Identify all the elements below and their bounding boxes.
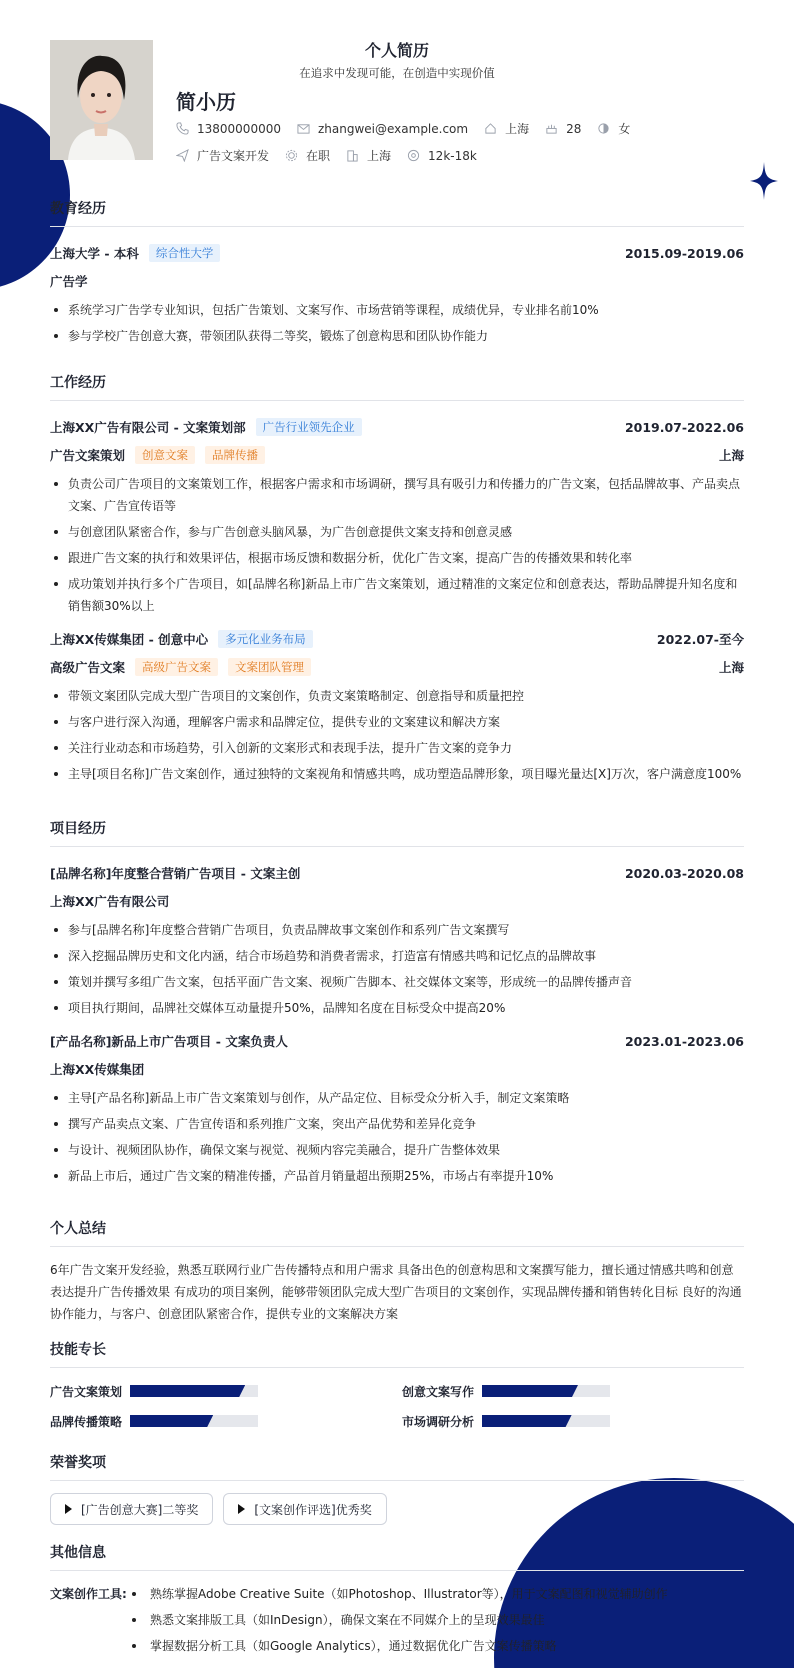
project-entry-head bbox=[50, 1029, 744, 1053]
list-item: 熟练掌握Adobe Creative Suite（如Photoshop、Illustrator等），用于文案配图和视觉辅助创作 bbox=[128, 1583, 668, 1605]
role-tag: 文案团队管理 bbox=[228, 658, 311, 676]
skills-section bbox=[50, 1339, 744, 1430]
phone-text: 13800000000 bbox=[197, 121, 281, 136]
major-head bbox=[50, 269, 744, 293]
role-name: 广告文案策划 bbox=[50, 448, 126, 463]
status-item bbox=[285, 147, 330, 164]
email-text: zhangwei@example.com bbox=[317, 121, 469, 136]
other-tools bbox=[50, 1583, 744, 1657]
list-item: 主导[产品名称]新品上市广告文案策划与创作，从产品定位、目标受众分析入手，制定文案策略 bbox=[50, 1087, 744, 1109]
list-item: 熟悉文案排版工具（如InDesign），确保文案在不同媒介上的呈现效果最佳 bbox=[128, 1609, 668, 1631]
skill-bar bbox=[130, 1385, 258, 1397]
expected-city-item bbox=[346, 147, 391, 164]
skill-bar-fill bbox=[482, 1385, 578, 1397]
list-item: 负责公司广告项目的文案策划工作，根据客户需求和市场调研，撰写具有吸引力和传播力的广告文案，包括品牌故事、产品卖点文案、广告宣传语等 bbox=[50, 473, 744, 517]
list-item: 系统学习广告学专业知识，包括广告策划、文案写作、市场营销等课程，成绩优异，专业排名前10% bbox=[50, 299, 744, 321]
gender-item bbox=[597, 120, 630, 137]
skill-bar-fill bbox=[130, 1415, 213, 1427]
education-entry-head bbox=[50, 241, 744, 265]
play-icon bbox=[238, 1504, 245, 1514]
job-bullets bbox=[50, 473, 744, 617]
skill-item bbox=[50, 1412, 402, 1430]
list-item: 新品上市后，通过广告文案的精准传播，产品首月销量超出预期25%，市场占有率提升10% bbox=[50, 1165, 744, 1187]
honors-title: 荣誉奖项 bbox=[50, 1452, 744, 1481]
phone-icon bbox=[176, 122, 189, 135]
role-head bbox=[50, 443, 744, 467]
list-item: 与创意团队紧密合作，参与广告创意头脑风暴，为广告创意提供文案支持和创意灵感 bbox=[50, 521, 744, 543]
gear-icon bbox=[285, 149, 298, 162]
honors-list bbox=[50, 1493, 744, 1525]
honor-badge bbox=[223, 1493, 386, 1525]
role-name: 高级广告文案 bbox=[50, 660, 126, 675]
page-subtitle: 在追求中发现可能，在创造中实现价值 bbox=[299, 66, 495, 80]
project-bullets bbox=[50, 1087, 744, 1187]
page-title: 个人简历 bbox=[364, 41, 429, 60]
summary-section bbox=[50, 1218, 744, 1325]
role-head bbox=[50, 655, 744, 679]
role-tag: 创意文案 bbox=[135, 446, 195, 464]
list-item: 参与[品牌名称]年度整合营销广告项目，负责品牌故事文案创作和系列广告文案撰写 bbox=[50, 919, 744, 941]
school-tag: 综合性大学 bbox=[149, 244, 221, 262]
projects-title: 项目经历 bbox=[50, 818, 744, 847]
other-bullets bbox=[128, 1583, 668, 1657]
project-org-name: 上海XX传媒集团 bbox=[50, 1062, 145, 1077]
skill-item bbox=[402, 1382, 744, 1400]
skill-bar bbox=[130, 1415, 258, 1427]
list-item: 与客户进行深入沟通，理解客户需求和品牌定位，提供专业的文案建议和解决方案 bbox=[50, 711, 744, 733]
building-icon bbox=[346, 149, 359, 162]
job-date: 2019.07-2022.06 bbox=[624, 419, 744, 435]
candidate-name: 简小历 bbox=[176, 90, 236, 114]
project-date: 2023.01-2023.06 bbox=[624, 1033, 744, 1049]
age-text: 28 bbox=[566, 121, 582, 136]
company-name: 上海XX传媒集团 - 创意中心 bbox=[50, 632, 209, 647]
role-city: 上海 bbox=[718, 448, 744, 463]
job-bullets bbox=[50, 685, 744, 785]
project-org bbox=[50, 1057, 744, 1081]
list-item: 主导[项目名称]广告文案创作，通过独特的文案视角和情感共鸣，成功塑造品牌形象，项目曝光量达[X]万次，客户满意度100% bbox=[50, 763, 744, 785]
salary-item bbox=[407, 149, 477, 163]
work-title: 工作经历 bbox=[50, 372, 744, 401]
project-name: [品牌名称]年度整合营销广告项目 - 文案主创 bbox=[50, 866, 301, 881]
skill-name: 品牌传播策略 bbox=[50, 1414, 123, 1429]
education-date: 2015.09-2019.06 bbox=[624, 245, 744, 261]
honors-section bbox=[50, 1452, 744, 1525]
education-bullets bbox=[50, 299, 744, 347]
education-title: 教育经历 bbox=[50, 198, 744, 227]
skills-grid bbox=[50, 1382, 744, 1430]
cake-icon bbox=[545, 122, 558, 135]
project-name: [产品名称]新品上市广告项目 - 文案负责人 bbox=[50, 1034, 288, 1049]
list-item: 项目执行期间，品牌社交媒体互动量提升50%，品牌知名度在目标受众中提高20% bbox=[50, 997, 744, 1019]
send-icon bbox=[176, 149, 189, 162]
company-tag: 多元化业务布局 bbox=[218, 630, 313, 648]
school-name: 上海大学 - 本科 bbox=[50, 246, 139, 261]
skill-item bbox=[402, 1412, 744, 1430]
role-city: 上海 bbox=[718, 660, 744, 675]
project-org bbox=[50, 889, 744, 913]
list-item: 深入挖掘品牌历史和文化内涵，结合市场趋势和消费者需求，打造富有情感共鸣和记忆点的品牌故事 bbox=[50, 945, 744, 967]
skills-title: 技能专长 bbox=[50, 1339, 744, 1368]
home-icon bbox=[484, 122, 497, 135]
city-text: 上海 bbox=[505, 122, 530, 136]
education-section bbox=[50, 198, 744, 347]
job-date: 2022.07-至今 bbox=[656, 632, 744, 647]
status-text: 在职 bbox=[306, 149, 331, 163]
list-item: 成功策划并执行多个广告项目，如[品牌名称]新品上市广告文案策划，通过精准的文案定位和创意表达，帮助品牌提升知名度和销售额30%以上 bbox=[50, 573, 744, 617]
skill-name: 创意文案写作 bbox=[402, 1384, 475, 1399]
job-entry-head bbox=[50, 627, 744, 651]
honor-text: [广告创意大赛]二等奖 bbox=[81, 1502, 199, 1517]
salary-text: 12k-18k bbox=[428, 148, 477, 163]
summary-title: 个人总结 bbox=[50, 1218, 744, 1247]
list-item: 撰写产品卖点文案、广告宣传语和系列推广文案，突出产品优势和差异化竞争 bbox=[50, 1113, 744, 1135]
other-title: 其他信息 bbox=[50, 1542, 744, 1571]
mail-icon bbox=[297, 122, 310, 135]
city-item bbox=[484, 120, 529, 137]
project-bullets bbox=[50, 919, 744, 1019]
list-item: 跟进广告文案的执行和效果评估，根据市场反馈和数据分析，优化广告文案，提高广告的传播效果和转化率 bbox=[50, 547, 744, 569]
project-date: 2020.03-2020.08 bbox=[624, 865, 744, 881]
list-item: 掌握数据分析工具（如Google Analytics），通过数据优化广告文案传播策略 bbox=[128, 1635, 668, 1657]
age-item bbox=[545, 122, 581, 136]
skill-name: 市场调研分析 bbox=[402, 1414, 475, 1429]
company-name: 上海XX广告有限公司 - 文案策划部 bbox=[50, 420, 246, 435]
skill-name: 广告文案策划 bbox=[50, 1384, 123, 1399]
other-section bbox=[50, 1542, 744, 1657]
play-icon bbox=[65, 1504, 72, 1514]
project-entry-head bbox=[50, 861, 744, 885]
list-item: 策划并撰写多组广告文案，包括平面广告文案、视频广告脚本、社交媒体文案等，形成统一的品牌传播声音 bbox=[50, 971, 744, 993]
major-name: 广告学 bbox=[50, 274, 88, 289]
job-text: 广告文案开发 bbox=[197, 149, 270, 163]
summary-text: 6年广告文案开发经验，熟悉互联网行业广告传播特点和用户需求 具备出色的创意构思和文案撰写能力，擅长通过情感共鸣和创意表达提升广告传播效果 有成功的项目案例，能够带领团队完成大型广告项目的文案创作，实现品牌传播和销售转化目标 良好的沟通协作能力，与客户、创意团队紧密合作，提供专业的文案解决方案 bbox=[50, 1263, 742, 1321]
job-item bbox=[176, 147, 269, 164]
list-item: 带领文案团队完成大型广告项目的文案创作，负责文案策略制定、创意指导和质量把控 bbox=[50, 685, 744, 707]
role-tag: 高级广告文案 bbox=[135, 658, 218, 676]
role-tag: 品牌传播 bbox=[205, 446, 265, 464]
skill-bar-fill bbox=[130, 1385, 245, 1397]
gender-icon bbox=[597, 122, 610, 135]
list-item: 关注行业动态和市场趋势，引入创新的文案形式和表现手法，提升广告文案的竞争力 bbox=[50, 737, 744, 759]
work-section bbox=[50, 372, 744, 785]
job-intent-row bbox=[176, 147, 493, 164]
honor-badge bbox=[50, 1493, 213, 1525]
skill-bar bbox=[482, 1415, 610, 1427]
project-org-name: 上海XX广告有限公司 bbox=[50, 894, 170, 909]
contact-row bbox=[176, 120, 646, 137]
phone-item bbox=[176, 122, 281, 136]
job-entry-head bbox=[50, 415, 744, 439]
coin-icon bbox=[407, 149, 420, 162]
gender-text: 女 bbox=[618, 122, 631, 136]
company-tag: 广告行业领先企业 bbox=[256, 418, 362, 436]
list-item: 与设计、视频团队协作，确保文案与视觉、视频内容完美融合，提升广告整体效果 bbox=[50, 1139, 744, 1161]
other-label: 文案创作工具: bbox=[50, 1587, 127, 1601]
skill-bar bbox=[482, 1385, 610, 1397]
list-item: 参与学校广告创意大赛，带领团队获得二等奖，锻炼了创意构思和团队协作能力 bbox=[50, 325, 744, 347]
skill-bar-fill bbox=[482, 1415, 572, 1427]
honor-text: [文案创作评选]优秀奖 bbox=[254, 1502, 372, 1517]
projects-section bbox=[50, 818, 744, 1187]
skill-item bbox=[50, 1382, 402, 1400]
expected-city-text: 上海 bbox=[367, 149, 392, 163]
email-item bbox=[297, 122, 468, 136]
